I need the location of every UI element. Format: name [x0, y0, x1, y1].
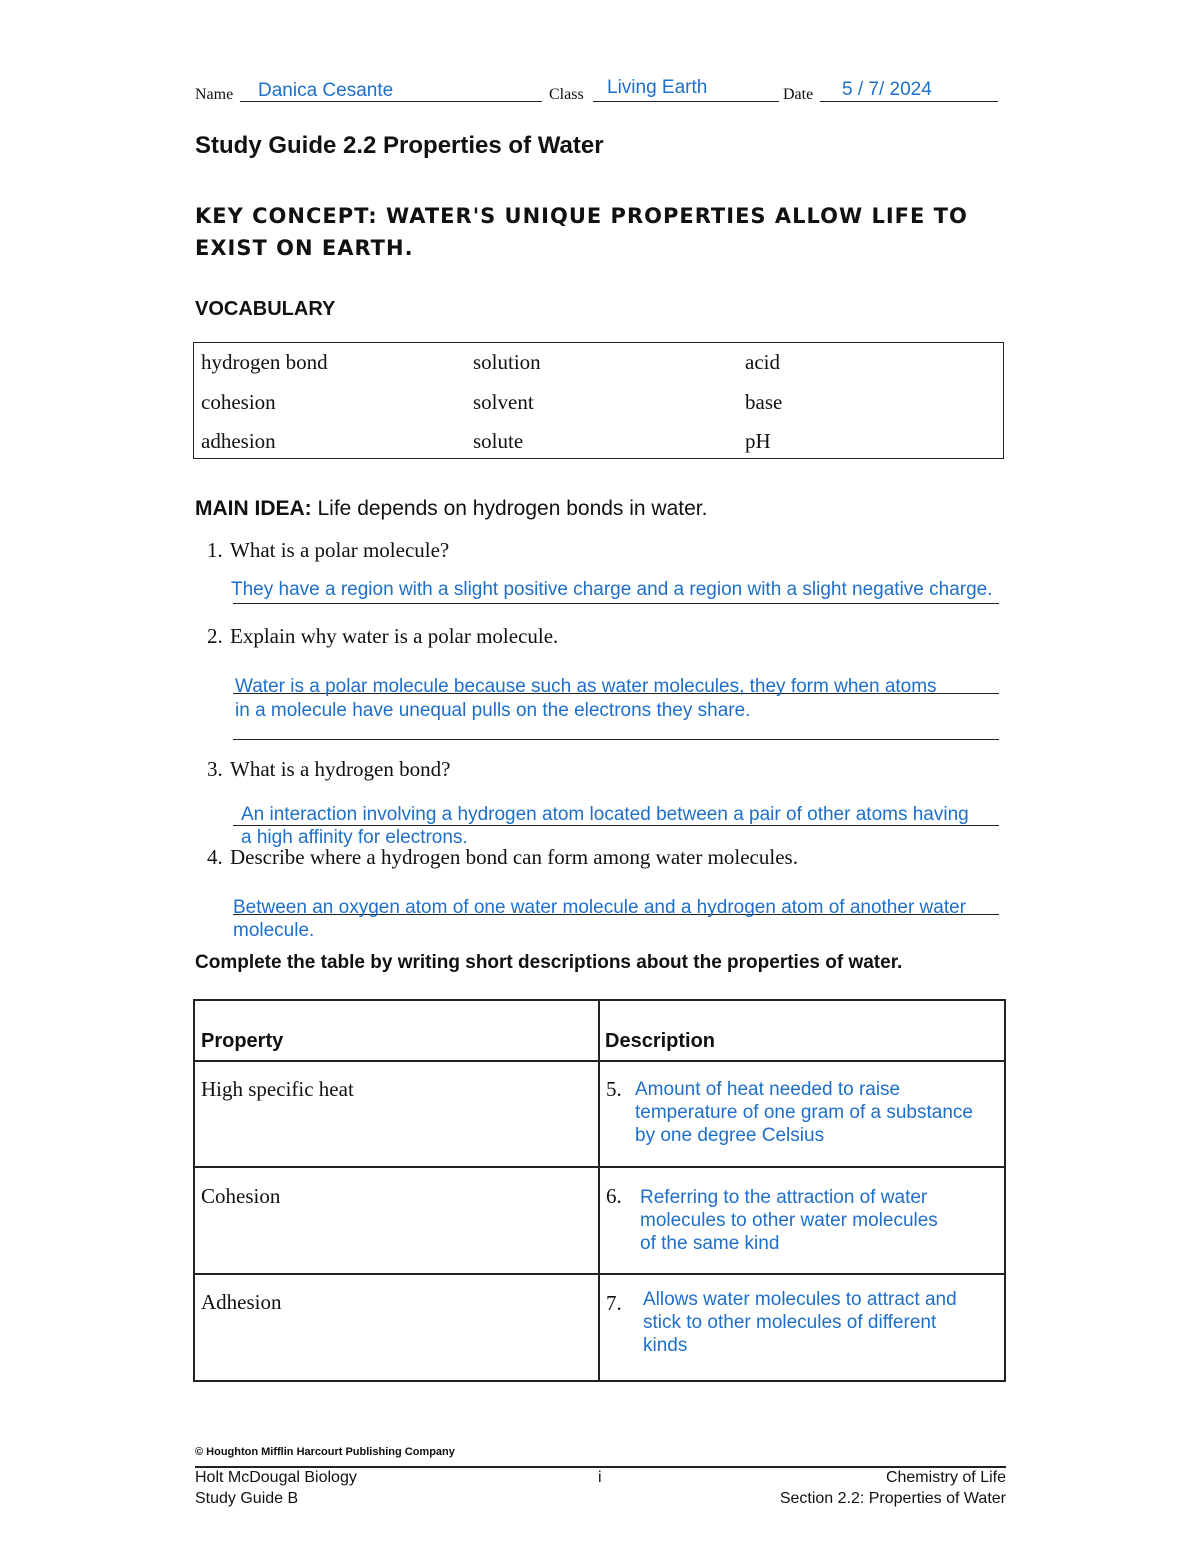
- property-name: High specific heat: [201, 1077, 354, 1101]
- description-line: Referring to the attraction of water: [640, 1187, 928, 1208]
- name-label: Name: [195, 86, 234, 103]
- answer-line: [233, 739, 999, 740]
- main-idea: [195, 497, 707, 521]
- vocab-term: hydrogen bond: [201, 350, 328, 374]
- answer-text[interactable]: Between an oxygen atom of one water molecule and a hydrogen atom of another water: [233, 897, 967, 918]
- question-text: What is a hydrogen bond?: [230, 757, 451, 781]
- question-text: Describe where a hydrogen bond can form among water molecules.: [230, 845, 798, 869]
- description-line: of the same kind: [640, 1233, 780, 1254]
- header-property: Property: [201, 1030, 284, 1052]
- footer-divider: [195, 1466, 1006, 1468]
- date-label: Date: [783, 86, 814, 103]
- question-number: 3.: [207, 757, 223, 781]
- vocabulary-heading: VOCABULARY: [195, 298, 336, 320]
- footer-guide: Study Guide B: [195, 1490, 299, 1507]
- answer-text[interactable]: They have a region with a slight positive charge and a region with a slight negative charge.: [231, 579, 993, 600]
- answer-text[interactable]: a high affinity for electrons.: [241, 827, 468, 848]
- vocab-term: solute: [473, 429, 524, 453]
- table-divider: [193, 1166, 1006, 1168]
- description-line: kinds: [643, 1335, 688, 1356]
- table-instructions: Complete the table by writing short descriptions about the properties of water.: [195, 952, 903, 973]
- vocab-term: pH: [745, 429, 771, 453]
- header-description: Description: [605, 1030, 716, 1052]
- class-line: [593, 101, 779, 102]
- question-text: Explain why water is a polar molecule.: [230, 624, 559, 648]
- row-number: 7.: [606, 1291, 622, 1315]
- question-number: 4.: [207, 845, 223, 869]
- table-divider: [193, 1060, 1006, 1062]
- vocab-term: adhesion: [201, 429, 276, 453]
- description-line: by one degree Celsius: [635, 1125, 825, 1146]
- answer-text[interactable]: in a molecule have unequal pulls on the electrons they share.: [235, 700, 751, 721]
- description-line: temperature of one gram of a substance: [635, 1102, 973, 1123]
- description-line: Allows water molecules to attract and: [643, 1289, 957, 1310]
- row-number: 6.: [606, 1184, 622, 1208]
- class-value[interactable]: Living Earth: [607, 77, 708, 98]
- date-line: [820, 101, 998, 102]
- vocab-term: cohesion: [201, 390, 276, 414]
- question-number: 2.: [207, 624, 223, 648]
- copyright: © Houghton Mifflin Harcourt Publishing Company: [195, 1446, 455, 1458]
- answer-text[interactable]: An interaction involving a hydrogen atom located between a pair of other atoms having: [241, 804, 969, 825]
- row-number: 5.: [606, 1077, 622, 1101]
- description-answer[interactable]: [643, 1288, 1013, 1357]
- description-answer[interactable]: [640, 1186, 1010, 1255]
- answer-text[interactable]: molecule.: [233, 920, 315, 941]
- answer-text[interactable]: Water is a polar molecule because such as water molecules, they form when atoms: [235, 676, 937, 697]
- property-name: Adhesion: [201, 1290, 282, 1314]
- footer-book: Holt McDougal Biology: [195, 1469, 357, 1486]
- class-label: Class: [549, 86, 584, 103]
- description-line: stick to other molecules of different: [643, 1312, 937, 1333]
- description-answer[interactable]: [635, 1078, 1005, 1147]
- footer-section: Section 2.2: Properties of Water: [779, 1490, 1006, 1507]
- vocab-term: solvent: [473, 390, 534, 414]
- property-name: Cohesion: [201, 1184, 281, 1208]
- key-concept: KEY CONCEPT: WATER'S UNIQUE PROPERTIES ALLOW LIFE TO EXIST ON EARTH.: [195, 204, 968, 260]
- table-divider: [598, 999, 600, 1382]
- vocab-term: acid: [745, 350, 780, 374]
- question-number: 1.: [207, 538, 223, 562]
- page-number: i: [598, 1469, 602, 1486]
- name-value[interactable]: Danica Cesante: [258, 80, 394, 101]
- vocab-term: solution: [473, 350, 541, 374]
- vocab-term: base: [745, 390, 783, 414]
- description-line: molecules to other water molecules: [640, 1210, 938, 1231]
- main-idea-text: Life depends on hydrogen bonds in water.: [311, 497, 708, 520]
- page-title: Study Guide 2.2 Properties of Water: [195, 132, 604, 159]
- table-divider: [193, 1273, 1006, 1275]
- date-value[interactable]: 5 / 7/ 2024: [842, 79, 932, 100]
- footer-chapter: Chemistry of Life: [885, 1469, 1006, 1486]
- question-text: What is a polar molecule?: [230, 538, 450, 562]
- answer-line: [233, 603, 999, 604]
- description-line: Amount of heat needed to raise: [635, 1079, 901, 1100]
- main-idea-label: MAIN IDEA:: [195, 497, 312, 520]
